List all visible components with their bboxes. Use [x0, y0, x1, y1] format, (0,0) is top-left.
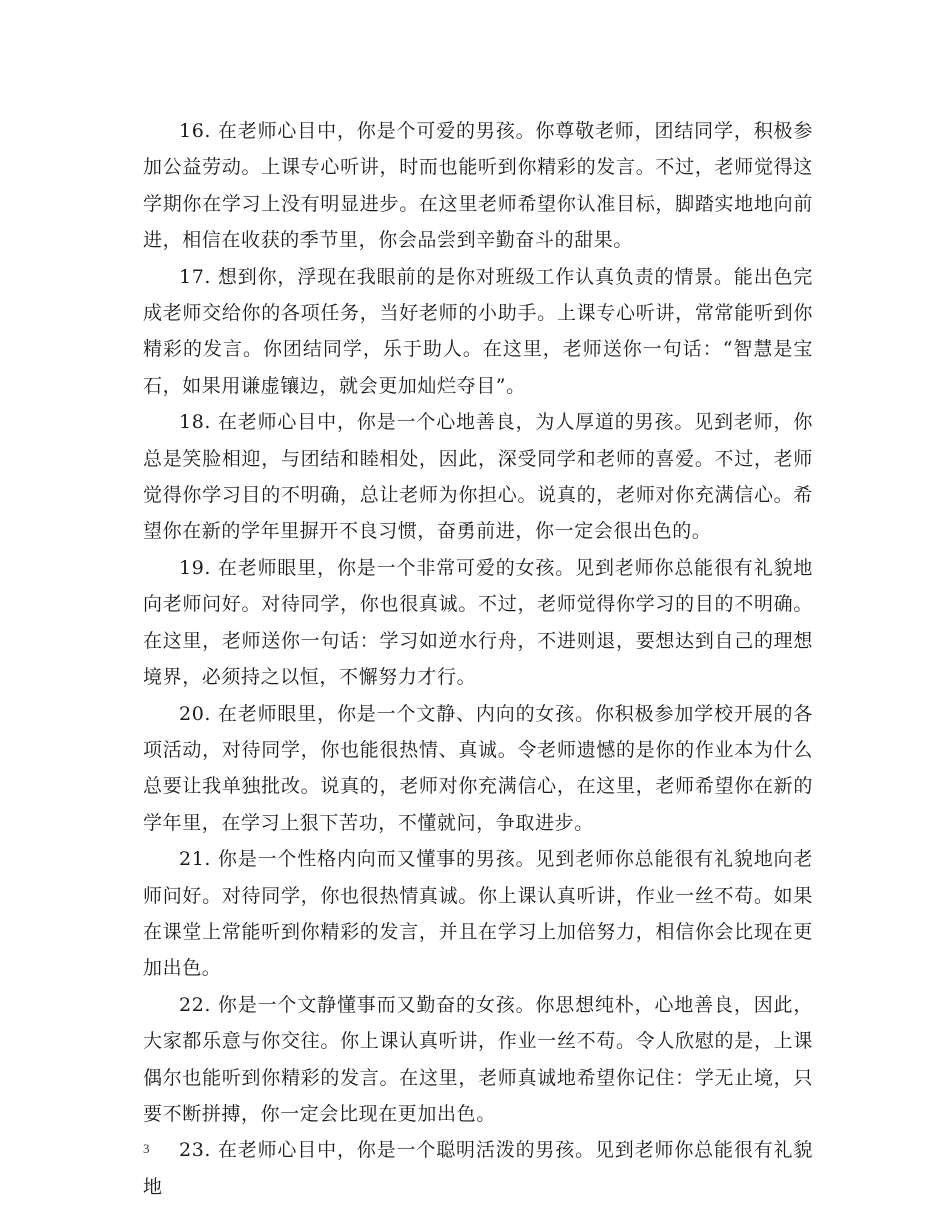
paragraph-18: 18. 在老师心目中，你是一个心地善良，为人厚道的男孩。见到老师，你总是笑脸相迎，与团结和睦相处，因此，深受同学和老师的喜爱。不过，老师觉得你学习目的不明确，总让老师为你担心。说真的，老师对你充满信心。希望你在新的学年里摒开不良习惯，奋勇前进，你一定会很出色的。 — [143, 411, 813, 543]
paragraph-19: 19. 在老师眼里，你是一个非常可爱的女孩。见到老师你总能很有礼貌地向老师问好。对待同学，你也很真诚。不过，老师觉得你学习的目的不明确。在这里，老师送你一句话：学习如逆水行舟，不进则退，要想达到自己的理想境界，必须持之以恒，不懈努力才行。 — [143, 556, 813, 689]
paragraph-23: 23. 在老师心目中，你是一个聪明活泼的男孩。见到老师你总能很有礼貌地 — [143, 1139, 813, 1198]
paragraph-16: 16. 在老师心目中，你是个可爱的男孩。你尊敬老师，团结同学，积极参加公益劳动。上课专心听讲，时而也能听到你精彩的发言。不过，老师觉得这学期你在学习上没有明显进步。在这里老师希望你认准目标，脚踏实地地向前进，相信在收获的季节里，你会品尝到辛勤奋斗的甜果。 — [143, 120, 813, 252]
paragraph-17: 17. 想到你，浮现在我眼前的是你对班级工作认真负责的情景。能出色完成老师交给你的各项任务，当好老师的小助手。上课专心听讲，常常能听到你精彩的发言。你团结同学，乐于助人。在这里，老师送你一句话：“智慧是宝石，如果用谦虚镶边，就会更加灿烂夺目”。 — [143, 265, 813, 397]
paragraph-20: 20. 在老师眼里，你是一个文静、内向的女孩。你积极参加学校开展的各项活动，对待同学，你也能很热情、真诚。令老师遗憾的是你的作业本为什么总要让我单独批改。说真的，老师对你充满信心，在这里，老师希望你在新的学年里，在学习上狠下苦功，不懂就问，争取进步。 — [143, 702, 813, 834]
paragraph-21: 21. 你是一个性格内向而又懂事的男孩。见到老师你总能很有礼貌地向老师问好。对待同学，你也很热情真诚。你上课认真听讲，作业一丝不苟。如果在课堂上常能听到你精彩的发言，并且在学习上加倍努力，相信你会比现在更加出色。 — [143, 848, 813, 980]
paragraph-22: 22. 你是一个文静懂事而又勤奋的女孩。你思想纯朴，心地善良，因此，大家都乐意与你交往。你上课认真听讲，作业一丝不苟。令人欣慰的是，上课偶尔也能听到你精彩的发言。在这里，老师真诚地希望你记住：学无止境，只要不断拼搏，你一定会比现在更加出色。 — [143, 993, 813, 1125]
page-number: 3 — [143, 1141, 150, 1156]
document-body — [143, 113, 813, 1205]
